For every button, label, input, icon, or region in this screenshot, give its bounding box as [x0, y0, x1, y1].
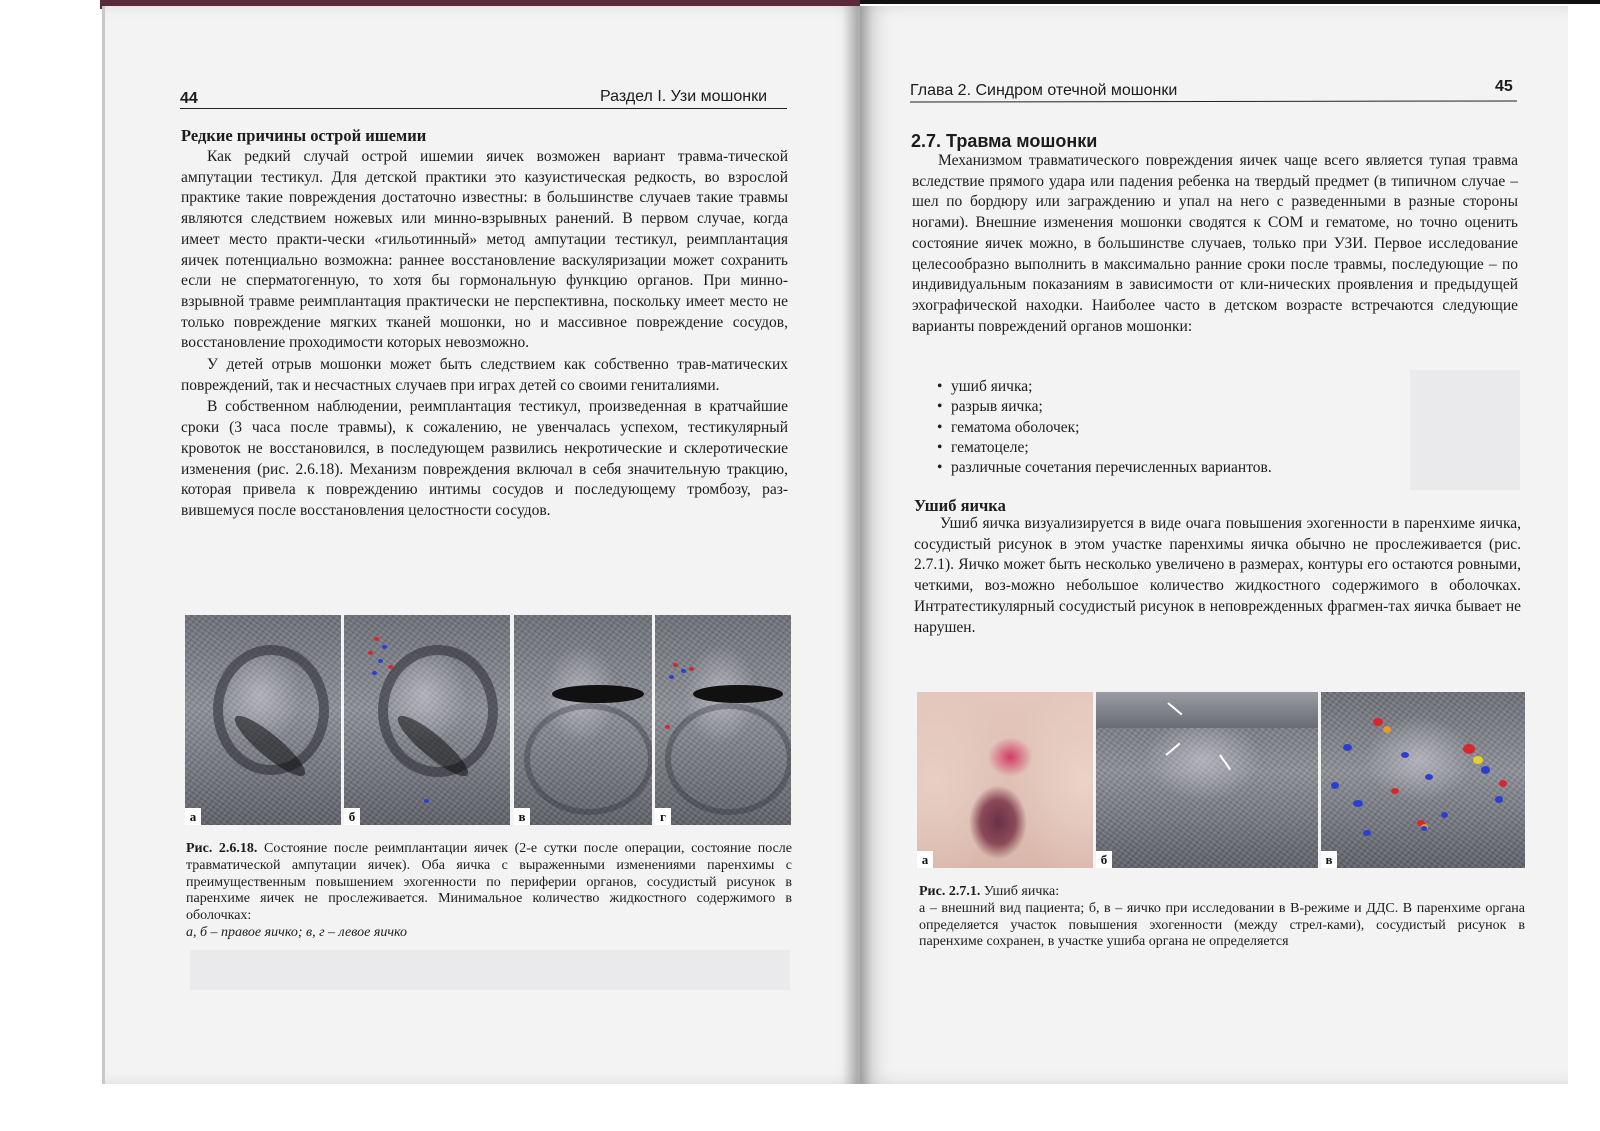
- figure-caption-right: [919, 884, 1525, 951]
- paragraph: Как редкий случай острой ишемии яичек возможен вариант травма-тической ампутации тестикул. Для детской практики это казуистическая редкость, во взрослой практике такие повреждения достаточно известны: в большинстве случаев такие травмы являются следствием ножевых или минно-взрывных ранений. В первом случае, когда имеет место практи-чески «гильотинный» метод ампутации тестикул, реимплантация яичек потенциально возможна: раннее восстановление васкуляризации может сохранить если не сперматогенную, то хотя бы гормональную функцию органов. При минно-взрывной травме реимплантация практически не перспективна, поскольку имеет место не только повреждение мягких тканей мошонки, но и массивное повреждение сосудов, восстановление проходимости которых невозможно.: [181, 148, 788, 352]
- patient-photo-a: [917, 692, 1093, 868]
- caption-ref: Рис. 2.6.18.: [186, 841, 258, 856]
- doppler-image-b: [344, 615, 510, 825]
- running-head-right: Глава 2. Синдром отечной мошонки: [910, 82, 1178, 99]
- page-number-right: 45: [1495, 78, 1513, 95]
- right-body-contusion: [914, 514, 1521, 638]
- list-item: • гематоцеле;: [937, 438, 1517, 458]
- right-body-intro: [912, 151, 1518, 337]
- ultrasound-image-v: [514, 615, 652, 825]
- running-head-left: Раздел I. Узи мошонки: [600, 88, 768, 105]
- figure-label: а: [917, 851, 933, 868]
- doppler-image-g: [655, 615, 791, 825]
- caption-text: Состояние после реимплантации яичек (2-е сутки после операции, состояние после травматической ампутации яичек). Оба яичка с выраженными изменениями паренхимы с преимущественным повышением эхогенности по периферии органов, сосудистый рисунок в паренхиме яичек не прослеживается. Минимальное количество жидкостного содержимого в оболочках:: [186, 841, 792, 924]
- section-title-right: 2.7. Травма мошонки: [911, 131, 1098, 151]
- header-rule-left: [180, 108, 787, 109]
- left-body: [181, 147, 788, 522]
- doppler-image-v: [1321, 692, 1525, 868]
- list-item: • гематома оболочек;: [937, 418, 1517, 438]
- paragraph: Ушиб яичка визуализируется в виде очага повышения эхогенности в паренхиме яичка, сосудистый рисунок в этом участке паренхимы яичка обычно не прослеживается (рис. 2.7.1). Яичко может быть несколько увеличено в размерах, контуры его остаются ровными, четкими, воз-можно небольшое количество жидкостного содержимого в оболочках. Интратестикулярный сосудистый рисунок в неповрежденных фрагмен-тах яичка бывает не нарушен.: [914, 515, 1521, 636]
- caption-sub: а, б – правое яичко; в, г – левое яичко: [186, 924, 408, 940]
- subsection-title: Ушиб яичка: [914, 496, 1006, 515]
- list-item: • разрыв яичка;: [937, 397, 1517, 417]
- paragraph: У детей отрыв мошонки может быть следствием как собственно трав-матических повреждений, так и несчастных случаев при играх детей со своими гениталиями.: [181, 356, 788, 394]
- figure-label: б: [344, 808, 360, 825]
- list-item: • ушиб яичка;: [937, 377, 1517, 397]
- caption-text: а – внешний вид пациента; б, в – яичко при исследовании в В-режиме и ДДС. В паренхиме органа определяется участок повышения эхогенности (между стрел-ками), сосудистый рисунок в паренхиме сохранен, в участке ушиба органа не определяется: [919, 900, 1525, 950]
- book-gutter: [842, 6, 872, 1084]
- figure-label: г: [655, 808, 671, 825]
- caption-ref: Рис. 2.7.1.: [919, 884, 981, 899]
- page-number-left: 44: [180, 90, 198, 107]
- ultrasound-image-a: [185, 615, 341, 825]
- figure-caption-left: [186, 841, 792, 942]
- injury-variants-list: [937, 377, 1517, 478]
- book-edge-top-right: [860, 0, 1600, 4]
- paragraph: Механизмом травматического повреждения яичек чаще всего является тупая травма вследствие прямого удара или падения ребенка на твердый предмет (в типичном случае – шел по бордюру или заграждению и упал на него с разведенными в разные стороны ногами). Внешние изменения мошонки сводятся к СОМ и гематоме, но точно оценить состояние яичек можно, в большинстве случаев, только при УЗИ. Первое исследование целесообразно выполнить в максимально ранние сроки после травмы, последующие – по индивидуальным показаниям в зависимости от кли-нических проявления и предыдущей эхографической находки. Наиболее часто в детском возрасте встречаются следующие варианты повреждений органов мошонки:: [912, 152, 1518, 335]
- figure-label: в: [1321, 851, 1337, 868]
- list-item: • различные сочетания перечисленных вариантов.: [937, 458, 1517, 478]
- figure-label: в: [514, 808, 530, 825]
- show-through: [190, 950, 790, 990]
- figure-label: а: [185, 808, 201, 825]
- figure-label: б: [1096, 851, 1112, 868]
- section-title-left: Редкие причины острой ишемии: [181, 126, 427, 145]
- ultrasound-image-b: [1096, 692, 1318, 868]
- paragraph: В собственном наблюдении, реимплантация тестикул, произведенная в кратчайшие сроки (3 часа после травмы), к сожалению, не увенчалась успехом, тестикулярный кровоток не восстановился, в последующем развились некротические и склеротические изменения (рис. 2.6.18). Механизм повреждения включал в себя значительную тракцию, которая привела к повреждению интимы сосудов и последующему тромбозу, раз-вившемуся после восстановления целостности сосудов.: [181, 398, 788, 519]
- caption-title: Ушиб яичка:: [983, 884, 1060, 899]
